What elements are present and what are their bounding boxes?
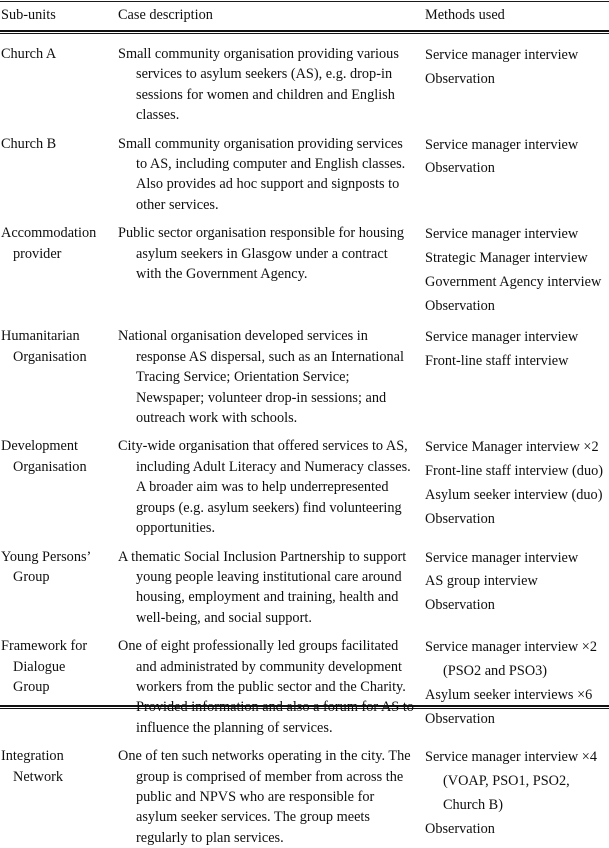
case-description-line: response AS dispersal, such as an International bbox=[136, 348, 405, 365]
case-description-line: A broader aim was to help underrepresented bbox=[136, 479, 389, 496]
case-description-line: A thematic Social Inclusion Partnership to support bbox=[118, 548, 407, 565]
sub-units-line: Organisation bbox=[13, 348, 87, 365]
case-description-line: group is comprised of member from across the bbox=[136, 768, 404, 785]
case-description-line: including Adult Literacy and Numeracy classes. bbox=[136, 458, 411, 475]
cell-sub-units bbox=[0, 223, 118, 264]
case-description-line: City-wide organisation that offered services to AS, bbox=[118, 438, 408, 455]
cell-sub-units bbox=[0, 636, 118, 697]
case-description-line: National organisation developed services in bbox=[118, 328, 368, 345]
cell-methods-used bbox=[425, 746, 609, 841]
cell-sub-units bbox=[0, 746, 118, 787]
cell-case-description bbox=[118, 326, 425, 428]
cell-sub-units bbox=[0, 326, 118, 367]
case-description-line: One of ten such networks operating in the city. The bbox=[118, 748, 411, 765]
methods-used-line: (VOAP, PSO1, PSO2, bbox=[443, 772, 570, 789]
table-row bbox=[0, 318, 609, 428]
cell-methods-used bbox=[425, 44, 609, 92]
table-row bbox=[0, 36, 609, 126]
table-row bbox=[0, 628, 609, 738]
case-description-line: Provided information and also a forum for AS to bbox=[136, 699, 414, 716]
sub-units-line: Development bbox=[1, 438, 79, 455]
sub-units-line: Integration bbox=[1, 748, 64, 765]
case-description-line: Newspaper; volunteer drop-in sessions; and bbox=[136, 389, 387, 406]
table-row bbox=[0, 428, 609, 538]
case-description-line: Also provides ad hoc support and signposts to bbox=[136, 176, 400, 193]
case-description-line: housing, employment and training, health and bbox=[136, 589, 399, 606]
sub-units-line: Church A bbox=[1, 46, 57, 62]
column-header-case-description: Case description bbox=[118, 7, 213, 23]
column-header-methods-used: Methods used bbox=[425, 7, 505, 23]
case-description-line: other services. bbox=[136, 196, 219, 213]
cell-case-description bbox=[118, 547, 425, 629]
case-description-line: public and NPVS who are responsible for bbox=[136, 788, 375, 805]
methods-used-line: Government Agency interview bbox=[425, 273, 602, 290]
methods-used-line: Observation bbox=[425, 597, 495, 614]
table-row bbox=[0, 215, 609, 318]
cell-case-description bbox=[118, 636, 425, 738]
methods-used-line: Front-line staff interview bbox=[425, 353, 569, 370]
methods-used-line: Service manager interview bbox=[425, 226, 579, 243]
table-header-row bbox=[0, 0, 609, 30]
cell-methods-used bbox=[425, 547, 609, 618]
methods-used-line: Service manager interview ×2 bbox=[425, 639, 598, 656]
case-description-line: young people leaving institutional care around bbox=[136, 568, 402, 585]
methods-used-line: Asylum seeker interviews ×6 bbox=[425, 686, 593, 703]
methods-used-line: (PSO2 and PSO3) bbox=[443, 662, 548, 679]
methods-used-line: Observation bbox=[425, 510, 495, 527]
cell-methods-used bbox=[425, 636, 609, 731]
sub-units-line: provider bbox=[13, 245, 62, 262]
methods-used-line: Church B) bbox=[443, 796, 503, 813]
cell-methods-used bbox=[425, 326, 609, 374]
case-description-line: classes. bbox=[136, 107, 180, 124]
cell-sub-units bbox=[0, 436, 118, 477]
methods-used-line: Service manager interview bbox=[425, 549, 579, 566]
methods-used-line: Observation bbox=[425, 820, 495, 837]
case-description-line: One of eight professionally led groups facilitated bbox=[118, 638, 399, 655]
cell-sub-units bbox=[0, 44, 118, 64]
sub-units-line: Dialogue bbox=[13, 658, 66, 675]
methods-used-line: Front-line staff interview (duo) bbox=[425, 463, 604, 480]
methods-used-line: Observation bbox=[425, 160, 495, 177]
sub-units-line: Group bbox=[13, 568, 50, 585]
methods-used-line: AS group interview bbox=[425, 573, 538, 590]
case-description-line: Small community organisation providing services bbox=[118, 135, 403, 152]
case-description-line: and administrated by community development bbox=[136, 658, 403, 675]
case-description-line: regularly to plan services. bbox=[136, 829, 284, 846]
cell-case-description bbox=[118, 436, 425, 538]
case-description-line: opportunities. bbox=[136, 520, 216, 537]
methods-used-line: Observation bbox=[425, 70, 495, 87]
table-body bbox=[0, 30, 609, 848]
sub-units-line: Young Persons’ bbox=[1, 548, 92, 565]
table-row bbox=[0, 539, 609, 629]
case-description-line: sessions for women and children and English bbox=[136, 86, 395, 103]
case-description-line: well-being, and social support. bbox=[136, 609, 312, 626]
methods-used-line: Service manager interview ×4 bbox=[425, 749, 598, 766]
cell-case-description bbox=[118, 223, 425, 284]
column-header-sub-units: Sub-units bbox=[1, 7, 56, 23]
methods-used-line: Strategic Manager interview bbox=[425, 250, 588, 267]
table-row bbox=[0, 126, 609, 216]
methods-used-line: Service manager interview bbox=[425, 47, 579, 63]
table-row bbox=[0, 738, 609, 848]
cell-case-description bbox=[118, 746, 425, 848]
sub-units-line: Humanitarian bbox=[1, 328, 80, 345]
cell-case-description bbox=[118, 44, 425, 126]
methods-used-line: Observation bbox=[425, 297, 495, 314]
sub-units-line: Framework for bbox=[1, 638, 88, 655]
sub-units-line: Accommodation bbox=[1, 225, 97, 242]
methods-used-line: Service Manager interview ×2 bbox=[425, 439, 599, 456]
cell-methods-used bbox=[425, 134, 609, 182]
methods-used-line: Service manager interview bbox=[425, 136, 579, 153]
sub-units-line: Organisation bbox=[13, 458, 87, 475]
case-description-line: groups (e.g. asylum seekers) find volunteering bbox=[136, 499, 402, 516]
sub-units-line: Group bbox=[13, 678, 50, 695]
case-description-line: to AS, including computer and English classes. bbox=[136, 156, 406, 173]
methods-used-line: Observation bbox=[425, 710, 495, 727]
case-description-line: Small community organisation providing various bbox=[118, 46, 399, 62]
methods-used-line: Service manager interview bbox=[425, 329, 579, 346]
cell-case-description bbox=[118, 134, 425, 216]
case-description-line: asylum seeker services. The group meets bbox=[136, 809, 370, 826]
case-description-line: Tracing Service; Orientation Service; bbox=[136, 369, 350, 386]
case-description-line: influence the planning of services. bbox=[136, 719, 333, 736]
sub-units-line: Network bbox=[13, 768, 64, 785]
cell-sub-units bbox=[0, 134, 118, 154]
sub-units-line: Church B bbox=[1, 135, 57, 152]
case-description-line: workers from the public sector and the Charity. bbox=[136, 678, 406, 695]
case-description-line: with the Government Agency. bbox=[136, 266, 308, 283]
methods-used-line: Asylum seeker interview (duo) bbox=[425, 487, 603, 504]
cell-sub-units bbox=[0, 547, 118, 588]
case-description-line: Public sector organisation responsible for housing bbox=[118, 225, 405, 242]
case-description-line: outreach work with schools. bbox=[136, 410, 298, 427]
case-description-line: asylum seekers in Glasgow under a contract bbox=[136, 245, 388, 262]
cell-methods-used bbox=[425, 223, 609, 318]
cell-methods-used bbox=[425, 436, 609, 531]
case-description-line: services to asylum seekers (AS), e.g. drop-in bbox=[136, 66, 393, 83]
